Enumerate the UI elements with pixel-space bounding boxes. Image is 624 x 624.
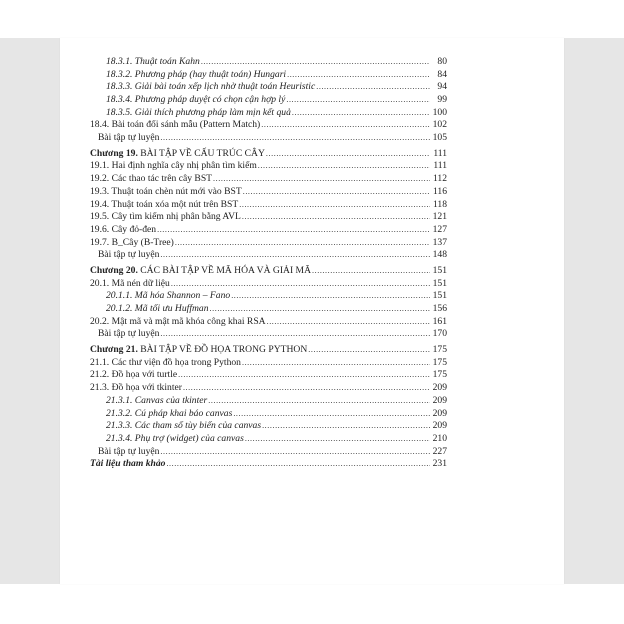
toc-chapter (90, 148, 447, 161)
toc-entry-title: 21.2. Đồ họa với turtle (90, 369, 178, 381)
toc-entry-title: 21.1. Các thư viện đồ họa trong Python (90, 356, 241, 368)
toc-entry-title: 19.5. Cây tìm kiếm nhị phân bằng AVL (90, 211, 241, 223)
toc-entry-title: 18.3.3. Giải bài toán xếp lịch nhờ thuật toán Heuristic (106, 81, 316, 93)
dot-leader (292, 107, 430, 120)
toc-entry-title: Bài tập tự luyện (98, 249, 160, 261)
toc-entry-title: 21.3.2. Cú pháp khai báo canvas (106, 407, 233, 419)
dot-leader (308, 344, 430, 357)
toc-section (90, 199, 447, 212)
dot-leader (243, 186, 430, 199)
toc-page-number: 105 (432, 132, 447, 144)
toc-entry-title: 18.3.4. Phương pháp duyệt có chọn cận hợp lý (106, 94, 286, 106)
toc-entry-title: 19.7. B_Cây (B-Tree) (90, 236, 174, 248)
dot-leader (316, 81, 430, 94)
toc-section (90, 357, 447, 370)
toc-entry-title: 19.3. Thuật toán chèn nút mới vào BST (90, 185, 242, 197)
dot-leader (245, 433, 430, 446)
toc-page-number: 118 (432, 198, 447, 210)
toc-entry-title (90, 344, 307, 357)
dot-leader (239, 199, 430, 212)
toc-section (90, 119, 447, 132)
toc-entry-title: 18.3.5. Giải thích phương pháp làm mịn kết quả (106, 106, 291, 118)
toc-page-number: 111 (433, 147, 447, 159)
toc-page-number: 209 (432, 382, 447, 394)
toc-page-number: 156 (432, 303, 447, 315)
toc-page-number: 102 (432, 119, 447, 131)
toc-subsection (90, 433, 447, 446)
toc-entry-title (90, 148, 265, 161)
toc-subsection (90, 81, 447, 94)
toc-subsection (90, 420, 447, 433)
toc-page-number: 94 (437, 81, 447, 93)
toc-exercise (90, 328, 447, 341)
chapter-number: Chương 19. (90, 147, 138, 159)
toc-entry-title: 19.2. Các thao tác trên cây BST (90, 173, 213, 185)
toc-entry-title: 21.3. Đồ họa với tkinter (90, 382, 182, 394)
toc-entry-title: 20.1.1. Mã hóa Shannon – Fano (106, 290, 231, 302)
toc-entry-title: 20.1.2. Mã tối ưu Huffman (106, 303, 209, 315)
dot-leader (175, 237, 430, 250)
toc-page-number: 209 (432, 407, 447, 419)
chapter-number: Chương 20. (90, 264, 138, 276)
toc-page-number: 99 (437, 94, 447, 106)
dot-leader (287, 69, 430, 82)
chapter-number: Chương 21. (90, 344, 138, 356)
toc-subsection (90, 290, 447, 303)
toc-references (90, 458, 447, 471)
toc-entry-title: 19.6. Cây đỏ-đen (90, 223, 157, 235)
chapter-title: CÁC BÀI TẬP VỀ MÃ HÓA VÀ GIẢI MÃ (140, 264, 312, 276)
toc-page-number: 170 (432, 328, 447, 340)
toc-exercise (90, 249, 447, 262)
toc-exercise (90, 132, 447, 145)
dot-leader (242, 211, 430, 224)
dot-leader (242, 357, 430, 370)
toc-page-number: 111 (433, 160, 447, 172)
toc-page-number: 116 (432, 185, 447, 197)
toc-page-number: 151 (432, 290, 447, 302)
chapter-title: BÀI TẬP VỀ CẤU TRÚC CÂY (140, 147, 265, 159)
dot-leader (171, 278, 430, 291)
toc-subsection (90, 303, 447, 316)
toc-subsection (90, 107, 447, 120)
dot-leader (178, 369, 430, 382)
dot-leader (210, 303, 430, 316)
toc-page-number: 100 (432, 106, 447, 118)
toc-page-number: 112 (432, 173, 447, 185)
dot-leader (213, 173, 430, 186)
toc-page-number: 231 (432, 458, 447, 470)
toc-page-number: 209 (432, 394, 447, 406)
toc-entry-title: Bài tập tự luyện (98, 445, 160, 457)
dot-leader (286, 94, 430, 107)
toc-page-number: 127 (432, 223, 447, 235)
dot-leader (166, 458, 430, 471)
dot-leader (266, 148, 430, 161)
dot-leader (262, 420, 430, 433)
toc-section (90, 211, 447, 224)
toc-page-number: 210 (432, 432, 447, 444)
toc-exercise (90, 446, 447, 459)
toc-entry-title: 20.2. Mật mã và mật mã khóa công khai RSA (90, 315, 266, 327)
table-of-contents (90, 56, 447, 471)
toc-entry-title: 21.3.3. Các tham số tùy biến của canvas (106, 420, 262, 432)
toc-page-number: 148 (432, 249, 447, 261)
toc-page-number: 80 (437, 55, 447, 67)
toc-page-number: 161 (432, 315, 447, 327)
toc-subsection (90, 56, 447, 69)
toc-page-number: 175 (432, 356, 447, 368)
dot-leader (267, 316, 430, 329)
toc-entry-title: Tài liệu tham khảo (90, 458, 166, 470)
chapter-title: BÀI TẬP VỀ ĐỒ HỌA TRONG PYTHON (140, 344, 308, 356)
toc-section (90, 278, 447, 291)
dot-leader (183, 382, 430, 395)
dot-leader (233, 408, 430, 421)
toc-page-number: 175 (432, 344, 447, 356)
toc-page-number: 227 (432, 445, 447, 457)
toc-section (90, 316, 447, 329)
toc-page-number: 84 (437, 68, 447, 80)
dot-leader (208, 395, 430, 408)
toc-subsection (90, 395, 447, 408)
dot-leader (160, 328, 430, 341)
dot-leader (160, 132, 430, 145)
toc-entry-title: 21.3.4. Phụ trợ (widget) của canvas (106, 432, 244, 444)
dot-leader (157, 224, 430, 237)
dot-leader (258, 160, 430, 173)
toc-entry-title: 18.3.2. Phương pháp (hay thuật toán) Hungari (106, 68, 287, 80)
toc-subsection (90, 69, 447, 82)
toc-page-number: 151 (432, 277, 447, 289)
toc-entry-title: Bài tập tự luyện (98, 328, 160, 340)
toc-section (90, 382, 447, 395)
dot-leader (201, 56, 430, 69)
toc-entry-title: 18.4. Bài toán đối sánh mẫu (Pattern Match) (90, 119, 261, 131)
toc-entry-title: 21.3.1. Canvas của tkinter (106, 394, 208, 406)
toc-page-number: 137 (432, 236, 447, 248)
toc-entry-title: 20.1. Mã nén dữ liệu (90, 277, 170, 289)
toc-subsection (90, 408, 447, 421)
toc-page-number: 175 (432, 369, 447, 381)
toc-page-number: 151 (432, 264, 447, 276)
toc-entry-title: 18.3.1. Thuật toán Kahn (106, 55, 200, 67)
toc-section (90, 173, 447, 186)
dot-leader (231, 290, 430, 303)
toc-section (90, 161, 447, 174)
toc-section (90, 224, 447, 237)
dot-leader (312, 265, 430, 278)
toc-subsection (90, 94, 447, 107)
dot-leader (160, 249, 430, 262)
toc-chapter (90, 265, 447, 278)
toc-entry-title: 19.1. Hai định nghĩa cây nhị phân tìm kiếm (90, 160, 257, 172)
toc-entry-title (90, 265, 311, 278)
toc-entry-title: Bài tập tự luyện (98, 132, 160, 144)
dot-leader (160, 446, 430, 459)
toc-section (90, 370, 447, 383)
toc-section (90, 237, 447, 250)
dot-leader (261, 119, 430, 132)
toc-page-number: 121 (432, 211, 447, 223)
toc-section (90, 186, 447, 199)
toc-chapter (90, 344, 447, 357)
toc-page-number: 209 (432, 420, 447, 432)
toc-entry-title: 19.4. Thuật toán xóa một nút trên BST (90, 198, 239, 210)
